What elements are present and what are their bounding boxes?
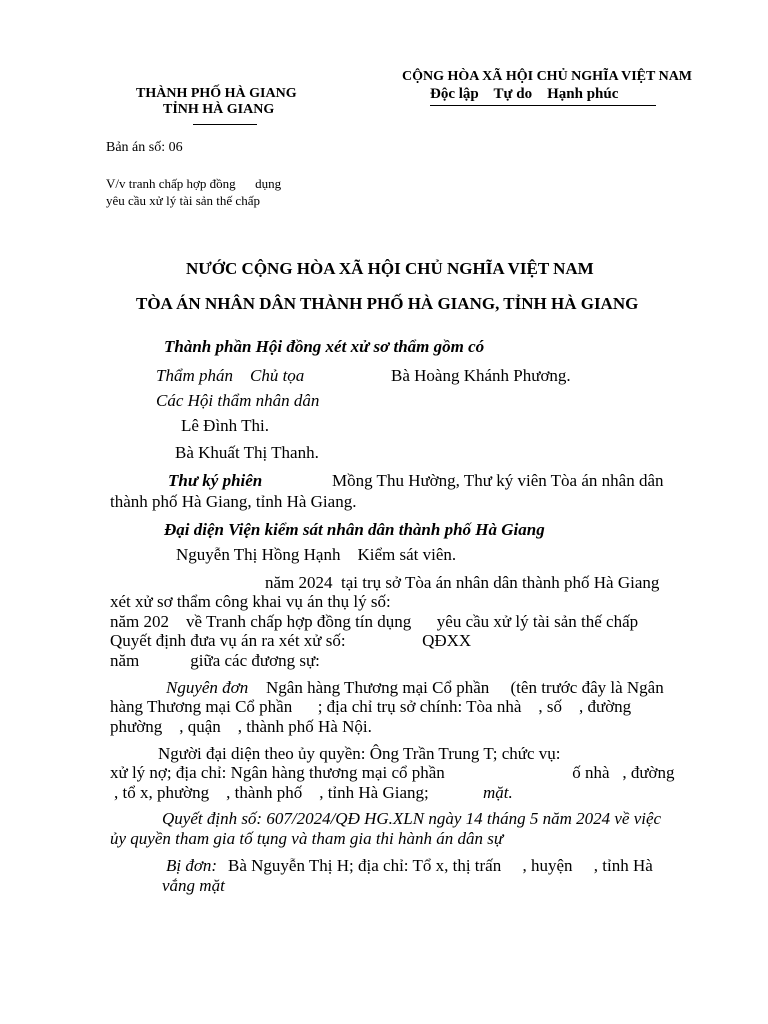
country-title: NƯỚC CỘNG HÒA XÃ HỘI CHỦ NGHĨA VIỆT NAM [186, 259, 594, 278]
hearing-line4: Quyết định đưa vụ án ra xét xử số: QĐXX [110, 631, 472, 650]
defendant-label: Bị đơn: [166, 856, 218, 875]
authorization-decision-line2: ủy quyền tham gia tố tụng và tham gia thi hành án dân sự [110, 829, 504, 848]
hearing-line3: năm 202 về Tranh chấp hợp đồng tín dụng yêu cầu xử lý tài sản thế chấp [110, 612, 639, 631]
case-subject-line2: yêu cầu xử lý tài sản thế chấp [106, 193, 260, 208]
panel-heading: Thành phần Hội đồng xét xử sơ thẩm gồm có [164, 337, 485, 356]
plaintiff-text-line1: Ngân hàng Thương mại Cổ phần (tên trước đây là Ngân [266, 678, 664, 697]
case-subject-line1: V/v tranh chấp hợp đồng dụng [106, 176, 282, 191]
clerk-text-line1: Mồng Thu Hường, Thư ký viên Tòa án nhân dân [332, 471, 664, 490]
defendant-text-line1: Bà Nguyễn Thị H; địa chỉ: Tổ x, thị trấn , huyện , tỉnh Hà [228, 856, 653, 875]
presiding-judge-name: Bà Hoàng Khánh Phương. [391, 366, 571, 385]
presiding-judge-label: Thẩm phán Chủ tọa [156, 366, 305, 385]
people-assessors-label: Các Hội thẩm nhân dân [156, 391, 320, 410]
motto-underline [430, 105, 656, 106]
hearing-line2: xét xử sơ thẩm công khai vụ án thụ lý số: [110, 592, 391, 611]
motto-independence: Độc lập [430, 86, 479, 102]
issuing-court-province: TỈNH HÀ GIANG [163, 102, 275, 117]
people-assessor-2: Bà Khuất Thị Thanh. [175, 443, 319, 462]
plaintiff-label: Nguyên đơn [166, 678, 249, 697]
court-title: TÒA ÁN NHÂN DÂN THÀNH PHỐ HÀ GIANG, TỈNH HÀ GIANG [136, 294, 639, 313]
hearing-line5: năm giữa các đương sự: [110, 651, 320, 670]
representative-line1: Người đại diện theo ủy quyền: Ông Trần Trung T; chức vụ: [158, 744, 561, 763]
motto-happiness: Hạnh phúc [547, 86, 619, 102]
national-title: CỘNG HÒA XÃ HỘI CHỦ NGHĨA VIỆT NAM [402, 69, 693, 84]
procuracy-heading: Đại diện Viện kiểm sát nhân dân thành phố Hà Giang [164, 520, 545, 539]
clerk-label: Thư ký phiên [168, 471, 263, 490]
hearing-line1: năm 2024 tại trụ sở Tòa án nhân dân thành phố Hà Giang [265, 573, 660, 592]
issuing-court-city: THÀNH PHỐ HÀ GIANG [136, 86, 297, 101]
representative-line2: xử lý nợ; địa chỉ: Ngân hàng thương mại cổ phần ố nhà , đường [110, 763, 675, 782]
plaintiff-text-line3: phường , quận , thành phố Hà Nội. [110, 717, 372, 736]
national-motto [430, 87, 618, 102]
plaintiff-text-line2: hàng Thương mại Cổ phần ; địa chỉ trụ sở chính: Tòa nhà , số , đường [110, 697, 632, 716]
defendant-absent: vắng mặt [162, 876, 225, 895]
people-assessor-1: Lê Đình Thi. [181, 416, 269, 435]
judgment-number: Bản án số: 06 [106, 140, 183, 155]
clerk-text-line2: thành phố Hà Giang, tỉnh Hà Giang. [110, 492, 357, 511]
procuracy-prosecutor: Nguyễn Thị Hồng Hạnh Kiểm sát viên. [176, 545, 457, 564]
representative-line3-end: mặt. [483, 783, 513, 802]
header-left-underline [193, 124, 257, 125]
authorization-decision-line1: Quyết định số: 607/2024/QĐ HG.XLN ngày 14 tháng 5 năm 2024 về việc [162, 809, 662, 828]
representative-line3: , tổ x, phường , thành phố , tỉnh Hà Giang; [114, 783, 429, 802]
motto-freedom: Tự do [493, 86, 533, 102]
